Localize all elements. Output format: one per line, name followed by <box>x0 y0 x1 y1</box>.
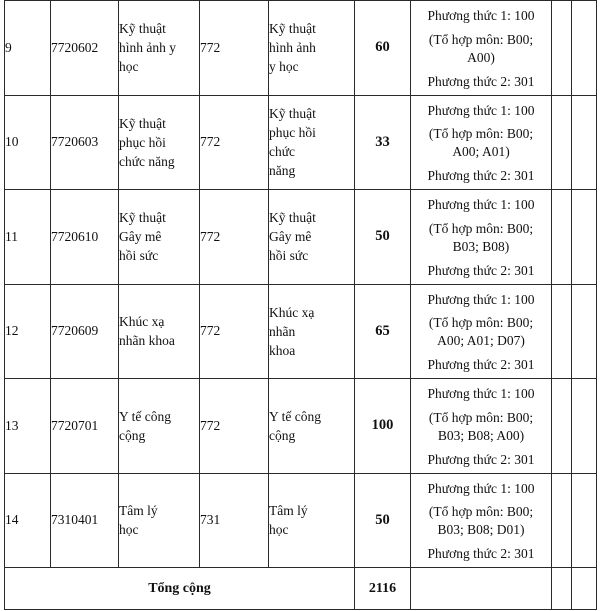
training-name-text: Tâm lý học <box>269 503 308 538</box>
method-1-text: Phương thức 1: 100 <box>427 480 535 496</box>
training-name <box>269 95 355 190</box>
group-code: 731 <box>200 473 269 568</box>
quota-value: 50 <box>355 190 411 285</box>
major-name-text: Kỹ thuật hình ảnh y học <box>119 21 176 75</box>
training-name-text: Kỹ thuật hình ảnh y học <box>269 21 316 75</box>
empty-cell <box>572 95 597 190</box>
table-row <box>5 95 597 190</box>
method-cell <box>411 379 552 474</box>
major-code: 7310401 <box>51 473 119 568</box>
major-name-text: Kỹ thuật Gây mê hồi sức <box>119 210 166 264</box>
group-code: 772 <box>200 379 269 474</box>
method-2-text: Phương thức 2: 301 <box>427 262 535 278</box>
empty-cell <box>572 1 597 96</box>
method-1-text: Phương thức 1: 100 <box>427 8 535 23</box>
method-cell <box>411 190 552 285</box>
training-name-text: Kỹ thuật phục hồi chức năng <box>269 106 316 179</box>
table-row <box>5 473 597 568</box>
table-row <box>5 1 597 96</box>
group-code: 772 <box>200 1 269 96</box>
training-name-text: Kỹ thuật Gây mê hồi sức <box>269 210 316 264</box>
major-name <box>119 95 200 190</box>
major-code: 7720603 <box>51 95 119 190</box>
group-code: 772 <box>200 284 269 379</box>
row-number: 11 <box>5 190 51 285</box>
method-1-text: Phương thức 1: 100 <box>427 197 535 212</box>
admissions-table <box>4 0 597 610</box>
subject-combo-text: (Tổ hợp môn: B00; A00; A01; D07) <box>428 315 534 349</box>
empty-cell <box>552 1 572 96</box>
row-number: 10 <box>5 95 51 190</box>
training-name <box>269 284 355 379</box>
method-cell <box>411 473 552 568</box>
quota-value: 65 <box>355 284 411 379</box>
total-label: Tổng cộng <box>5 568 355 610</box>
training-name-text: Y tế công cộng <box>269 408 321 443</box>
method-cell <box>411 1 552 96</box>
training-name <box>269 190 355 285</box>
empty-cell <box>552 473 572 568</box>
table-row <box>5 379 597 474</box>
empty-cell <box>552 284 572 379</box>
major-name <box>119 284 200 379</box>
quota-value: 60 <box>355 1 411 96</box>
table-row <box>5 284 597 379</box>
training-name <box>269 1 355 96</box>
row-number: 9 <box>5 1 51 96</box>
training-name <box>269 379 355 474</box>
major-code: 7720701 <box>51 379 119 474</box>
major-name-text: Tâm lý học <box>119 503 158 538</box>
major-name-text: Kỹ thuật phục hồi chức năng <box>119 115 175 169</box>
training-name <box>269 473 355 568</box>
empty-cell <box>552 190 572 285</box>
row-number: 14 <box>5 473 51 568</box>
quota-value: 33 <box>355 95 411 190</box>
method-cell <box>411 284 552 379</box>
empty-cell <box>552 95 572 190</box>
method-1-text: Phương thức 1: 100 <box>427 291 535 307</box>
empty-cell <box>572 379 597 474</box>
major-code: 7720610 <box>51 190 119 285</box>
major-code: 7720602 <box>51 1 119 96</box>
empty-cell <box>552 379 572 474</box>
method-2-text: Phương thức 2: 301 <box>427 73 535 89</box>
empty-cell <box>552 568 572 610</box>
quota-value: 50 <box>355 473 411 568</box>
method-cell <box>411 95 552 190</box>
subject-combo-text: (Tổ hợp môn: B00; B03; B08; D01) <box>428 504 534 538</box>
total-value: 2116 <box>355 568 411 610</box>
empty-cell <box>572 473 597 568</box>
row-number: 12 <box>5 284 51 379</box>
method-2-text: Phương thức 2: 301 <box>427 168 535 183</box>
method-1-text: Phương thức 1: 100 <box>427 386 535 401</box>
method-2-text: Phương thức 2: 301 <box>427 546 535 561</box>
empty-cell <box>572 284 597 379</box>
row-number: 13 <box>5 379 51 474</box>
major-name <box>119 473 200 568</box>
major-name <box>119 1 200 96</box>
group-code: 772 <box>200 190 269 285</box>
major-code: 7720609 <box>51 284 119 379</box>
method-1-text: Phương thức 1: 100 <box>427 102 535 118</box>
method-2-text: Phương thức 2: 301 <box>427 451 535 467</box>
major-name-text: Y tế công cộng <box>119 408 171 443</box>
quota-value: 100 <box>355 379 411 474</box>
subject-combo-text: (Tổ hợp môn: B00; A00; A01) <box>428 126 534 160</box>
subject-combo-text: (Tổ hợp môn: B00; A00) <box>428 31 534 65</box>
empty-cell <box>572 568 597 610</box>
method-2-text: Phương thức 2: 301 <box>427 357 535 372</box>
major-name <box>119 379 200 474</box>
major-name <box>119 190 200 285</box>
table-row <box>5 190 597 285</box>
total-row <box>5 568 597 610</box>
group-code: 772 <box>200 95 269 190</box>
subject-combo-text: (Tổ hợp môn: B00; B03; B08; A00) <box>428 409 534 443</box>
empty-cell <box>572 190 597 285</box>
training-name-text: Khúc xạ nhãn khoa <box>269 304 315 358</box>
empty-cell <box>411 568 552 610</box>
subject-combo-text: (Tổ hợp môn: B00; B03; B08) <box>428 220 534 254</box>
major-name-text: Khúc xạ nhãn khoa <box>119 314 175 349</box>
